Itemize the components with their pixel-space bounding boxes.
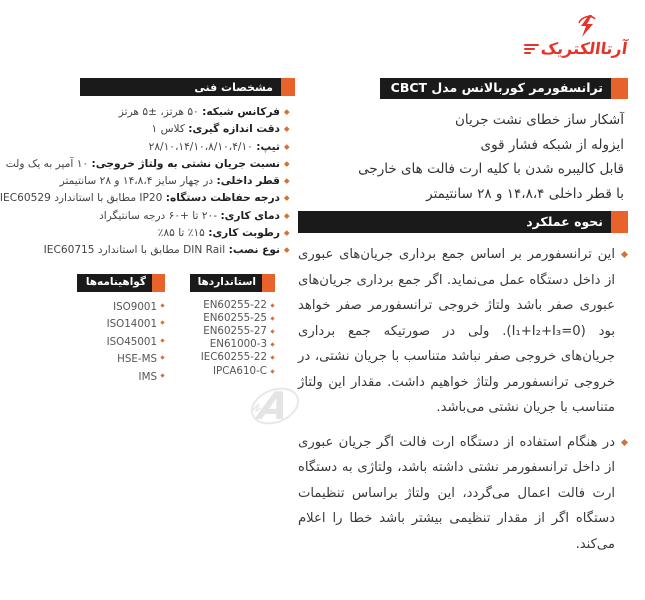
spec-row: درجه حفاظت دستگاه: IP20 مطابق با استاندارد IEC60529 [75, 190, 289, 207]
orange-accent-square [262, 274, 275, 292]
bullet-diamond-icon [284, 127, 289, 132]
feature-line: ایزوله از شبکه فشار قوی [480, 136, 624, 153]
standard-item: EN60255-27 [190, 325, 275, 338]
spec-row: فرکانس شبکه: ۵۰ هرتز، ±۵ هرتز [75, 104, 289, 121]
specs-section-title: مشخصات فنی [194, 80, 273, 94]
standard-item: EN60255-22 [190, 299, 275, 312]
brand-name: آرتاالکتریک [539, 39, 629, 58]
orange-accent-square [281, 78, 295, 96]
standards-section-title: استانداردها [197, 276, 256, 289]
bullet-diamond-icon [160, 373, 164, 377]
spec-row: تیپ: ۲۸/۱۰،۱۴/۱۰،۸/۱۰،۴/۱۰ [75, 139, 289, 156]
operation-paragraph-text: این ترانسفورمر بر اساس جمع برداری جریان‌های عبوری از داخل دستگاه عمل می‌نماید. اگر جمع برداری جریان‌های عبوری صفر باشد ولتاژ خروجی ترانسفورمر صفر خواهد بود (I₁+I₂+I₃=0). ولی در صورتیکه جمع برداری جریان‌های خروجی صفر نباشد متناسب با جریان نشتی، در خروجی ترانسفورمر ولتاژ خواهیم داشت. مقدار این ولتاژ متناسب با جریان نشتی می‌باشد. [298, 247, 615, 415]
feature-line: آشکار ساز خطای نشت جریان [455, 112, 624, 128]
certificates-section-title: گواهینامه‌ها [85, 276, 146, 289]
certificates-section-bar [77, 274, 165, 292]
spec-row: دقت اندازه گیری: کلاس ۱ [75, 121, 289, 138]
speed-lines-icon [523, 42, 539, 54]
bullet-diamond-icon [270, 316, 274, 320]
operation-paragraph [298, 430, 628, 558]
standard-item: EN60255-25 [190, 312, 275, 325]
orange-accent-square [152, 274, 165, 292]
bullet-diamond-icon [284, 144, 289, 149]
standard-item: EN61000-3 [190, 338, 275, 351]
feature-list [298, 108, 624, 206]
standards-section-bar [190, 274, 275, 292]
watermark-letter: A [255, 384, 293, 428]
lightning-bolt-icon [577, 15, 597, 37]
certificate-item: HSE-MS [77, 351, 165, 369]
certificates-list [77, 299, 165, 387]
certificate-item: ISO45001 [77, 334, 165, 352]
bullet-diamond-icon [284, 178, 289, 183]
standards-section [190, 274, 275, 378]
spec-row: قطر داخلی: در چهار سایز ۱۴،۸،۴ و ۲۸ سانتیمتر [75, 173, 289, 190]
feature-line: قابل کالیبره شدن با کلیه ارت فالت های خارجی [358, 161, 624, 177]
bullet-diamond-icon [284, 109, 289, 114]
feature-line: با قطر داخلی ۱۴،۸،۴ و ۲۸ سانتیمتر [426, 185, 624, 202]
orange-accent-square [611, 78, 628, 99]
bullet-diamond-icon [270, 369, 274, 373]
certificate-item: ISO14001 [77, 316, 165, 334]
operation-section-title: نحوه عملکرد [526, 213, 603, 229]
bullet-diamond-icon [160, 303, 164, 307]
bullet-diamond-icon [160, 321, 164, 325]
certificates-section [77, 274, 165, 387]
standard-item: IEC60255-22 [190, 351, 275, 364]
main-column [298, 78, 628, 557]
standard-item: IPCA610-C [190, 365, 275, 378]
specs-section-bar [80, 78, 295, 96]
bullet-diamond-icon [270, 343, 274, 347]
operation-paragraph-text: در هنگام استفاده از دستگاه ارت فالت اگر جریان عبوری از داخل ترانسفورمر نشتی داشته باشد، ولتاژی به دستگاه ارت فالت اعمال می‌گردد، این ولتاژ براساس تنظیمات دستگاه اگر از مقدار تنظیمی بیشتر باشد خطا را اعلام می‌کند. [298, 434, 615, 552]
specs-list [0, 104, 289, 260]
product-title-bar [380, 78, 628, 99]
spec-row: رطوبت کاری: ۱۵٪ تا ۸۵٪ [75, 225, 289, 242]
bullet-diamond-icon [621, 438, 628, 445]
orange-accent-square [611, 211, 628, 233]
certificate-item: ISO9001 [77, 299, 165, 317]
bullet-diamond-icon [160, 356, 164, 360]
operation-section-bar [298, 211, 628, 233]
bullet-diamond-icon [284, 196, 289, 201]
bullet-diamond-icon [284, 230, 289, 235]
bullet-diamond-icon [621, 251, 628, 258]
bullet-diamond-icon [270, 303, 274, 307]
spec-row: دمای کاری: -۲۰ تا +۶۰ درجه سانتیگراد [75, 208, 289, 225]
spec-row: نسبت جریان نشتی به ولتاژ خروجی: ۱۰ آمپر به یک ولت [75, 156, 289, 173]
watermark-logo [245, 380, 301, 436]
bullet-diamond-icon [284, 248, 289, 253]
spec-row: نوع نصب: DIN Rail مطابق با استاندارد IEC60715 [75, 242, 289, 259]
product-title: ترانسفورمر کوربالانس مدل CBCT [390, 80, 603, 96]
certificate-item: IMS [77, 369, 165, 387]
specs-column [0, 78, 295, 387]
operation-paragraph [298, 242, 628, 421]
bullet-diamond-icon [160, 338, 164, 342]
bullet-diamond-icon [284, 213, 289, 218]
standards-list [190, 299, 275, 378]
bullet-diamond-icon [270, 356, 274, 360]
bullet-diamond-icon [284, 161, 289, 166]
bullet-diamond-icon [270, 329, 274, 333]
standards-certificates-row [75, 274, 275, 387]
brand-logo [527, 18, 627, 60]
